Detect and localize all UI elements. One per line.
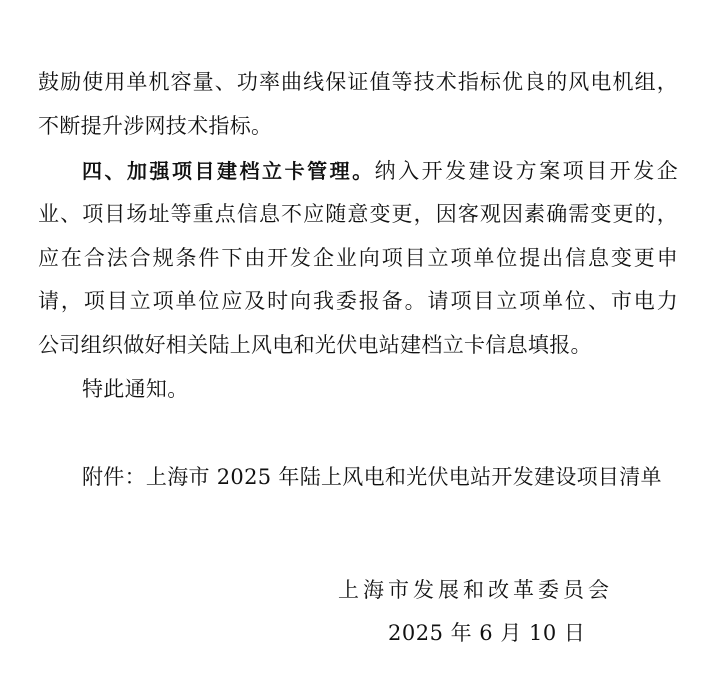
issuer-name: 上海市发展和改革委员会 <box>338 578 613 602</box>
para2-line3: 应在合法合规条件下由开发企业向项目立项单位提出信息变更申 <box>38 246 678 270</box>
para2-line1 <box>82 157 678 185</box>
para1-line1: 鼓励使用单机容量、功率曲线保证值等技术指标优良的风电机组， <box>38 70 678 94</box>
closing-text: 特此通知。 <box>82 377 189 401</box>
para2-line1-text: 纳入开发建设方案项目开发企 <box>374 159 678 183</box>
para2-line5: 公司组织做好相关陆上风电和光伏电站建档立卡信息填报。 <box>38 333 592 357</box>
para2-line4: 请，项目立项单位应及时向我委报备。请项目立项单位、市电力 <box>38 289 678 313</box>
attachment-line: 附件：上海市 2025 年陆上风电和光伏电站开发建设项目清单 <box>82 465 662 489</box>
para2-line2: 业、项目场址等重点信息不应随意变更，因客观因素确需变更的， <box>38 202 678 226</box>
issue-date: 2025 年 6 月 10 日 <box>388 621 586 645</box>
section-heading: 四、加强项目建档立卡管理。 <box>82 159 375 183</box>
para1-line2: 不断提升涉网技术指标。 <box>38 114 273 138</box>
